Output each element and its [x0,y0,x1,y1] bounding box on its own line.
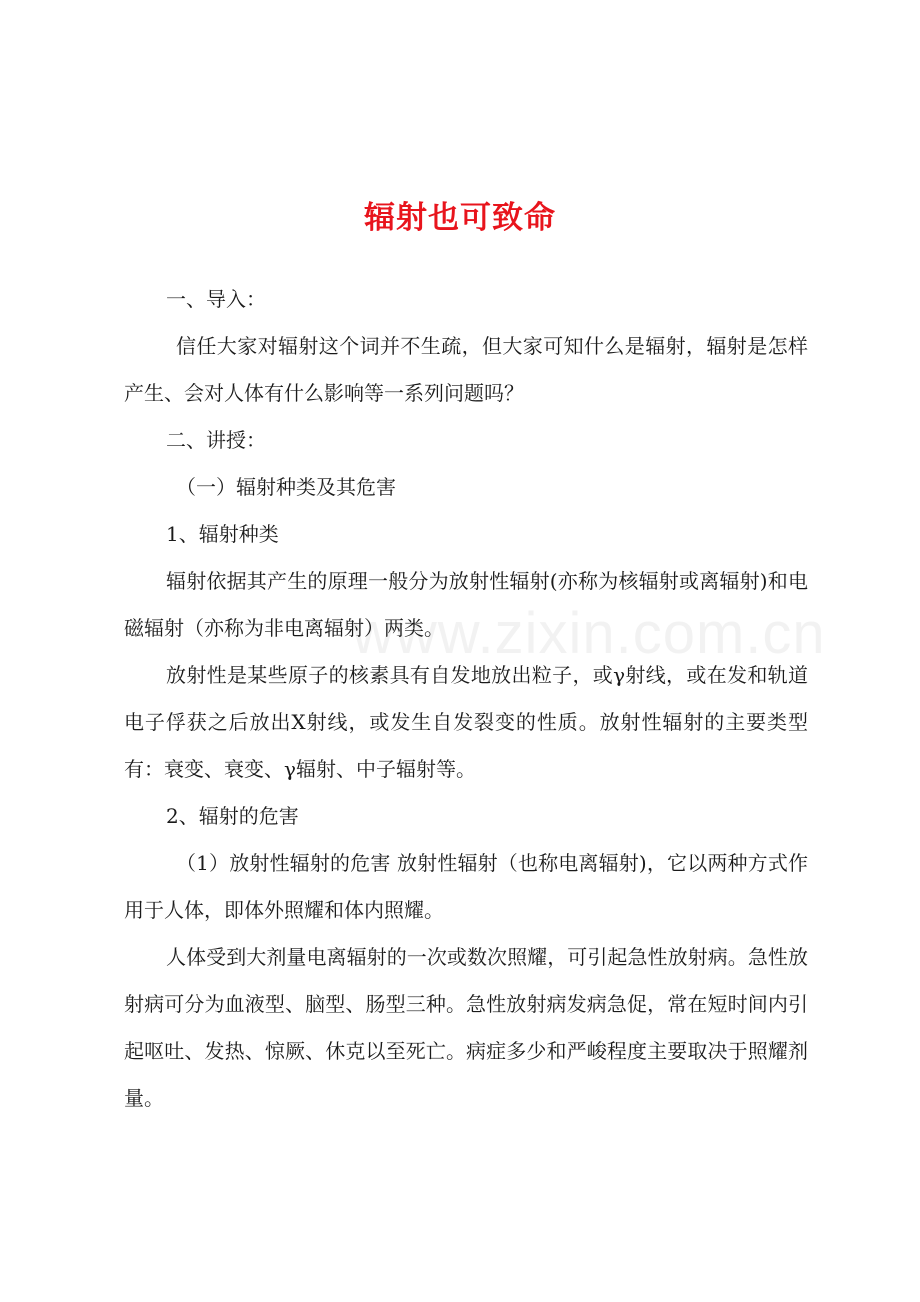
watermark: www.zixin.com.cn [352,601,826,666]
section-heading-lecture: 二、讲授： [166,428,266,452]
page-title: 辐射也可致命 [364,200,556,236]
body-paragraph: 辐射依据其产生的原理一般分为放射性辐射(亦称为核辐射或离辐射)和电磁辐射（亦称为非电离辐射）两类。 [124,569,808,640]
body-paragraph: 放射性是某些原子的核素具有自发地放出粒子，或γ射线，或在发和轨道电子俘获之后放出X射线，或发生自发裂变的性质。放射性辐射的主要类型有：衰变、衰变、γ辐射、中子辐射等。 [124,663,808,781]
body-paragraph: 信任大家对辐射这个词并不生疏，但大家可知什么是辐射，辐射是怎样产生、会对人体有什么影响等一系列问题吗？ [124,334,808,405]
document-body [124,276,808,1122]
section-heading-intro: 一、导入： [166,287,266,311]
body-paragraph: 人体受到大剂量电离辐射的一次或数次照耀，可引起急性放射病。急性放射病可分为血液型、脑型、肠型三种。急性放射病发病急促，常在短时间内引起呕吐、发热、惊厥、休克以至死亡。病症多少和严峻程度主要取决于照耀剂量。 [124,945,808,1110]
body-paragraph: （1）放射性辐射的危害 放射性辐射（也称电离辐射)，它以两种方式作用于人体，即体外照耀和体内照耀。 [124,851,808,922]
item-heading: 2、辐射的危害 [166,804,299,828]
item-heading: 1、辐射种类 [166,522,279,546]
subsection-heading: （一）辐射种类及其危害 [176,475,396,499]
